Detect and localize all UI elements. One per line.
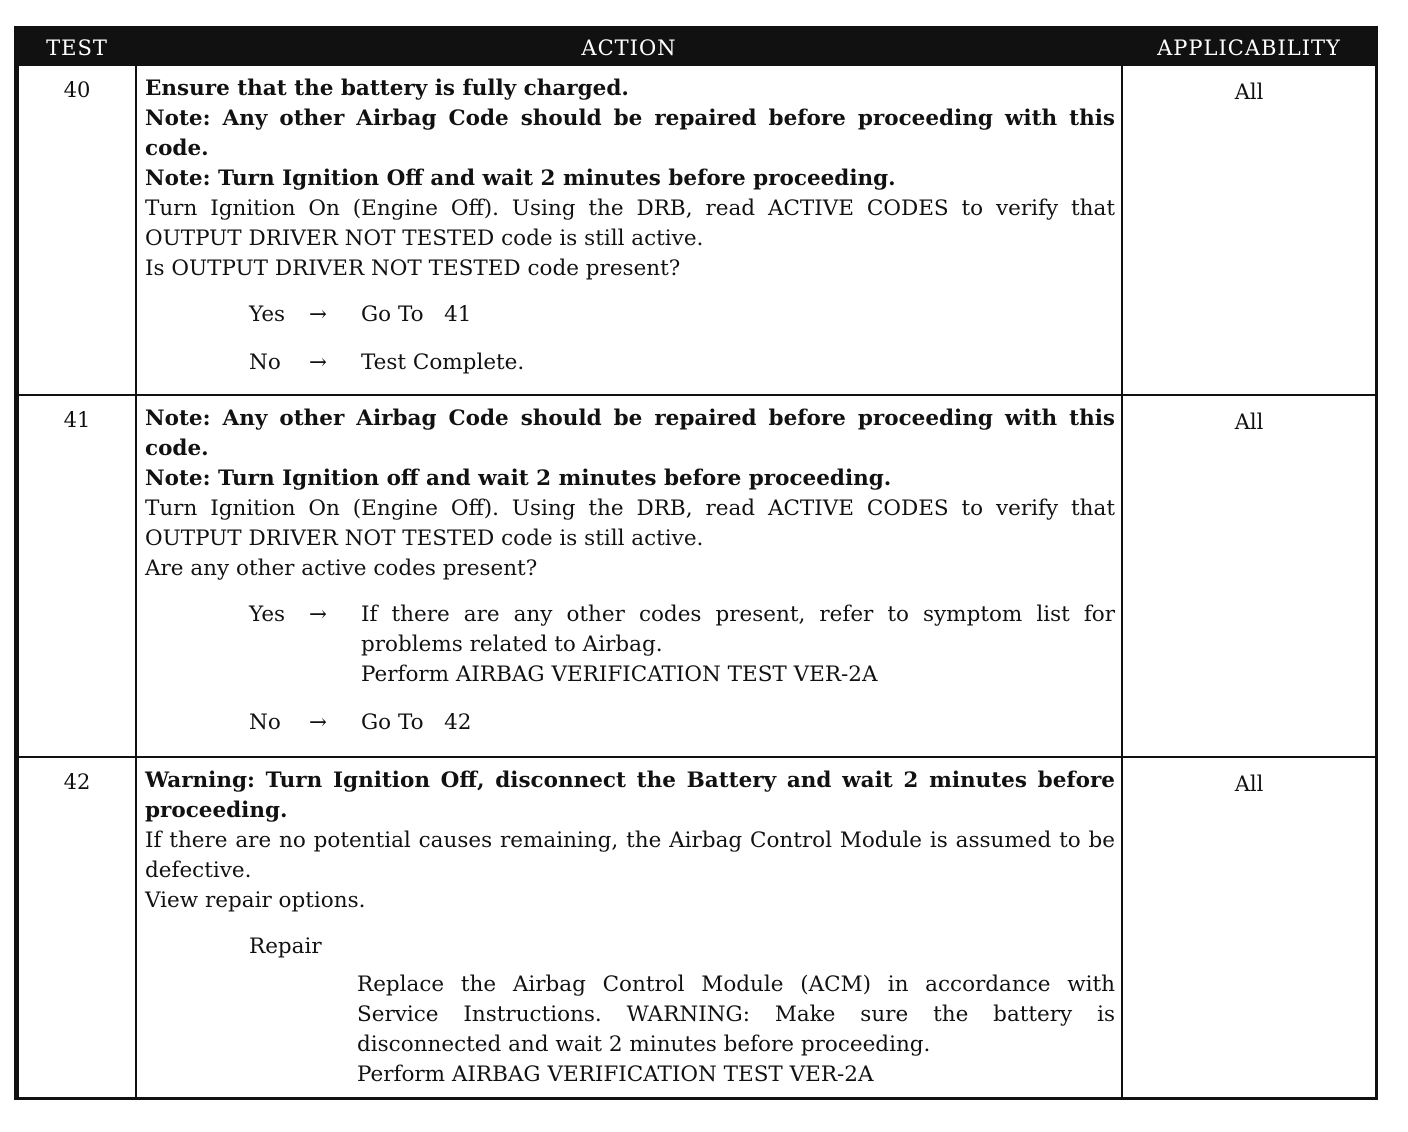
applicability-cell: All: [1122, 395, 1376, 757]
option-value: Go To 42: [361, 710, 472, 735]
header-action: ACTION: [136, 30, 1122, 65]
repair-instruction: Perform AIRBAG VERIFICATION TEST VER-2A: [357, 1062, 874, 1087]
diagnostic-test-table: [14, 26, 1378, 1100]
option-value: Go To 41: [361, 302, 472, 327]
arrow-icon: →: [309, 710, 328, 735]
option-value-extra: Perform AIRBAG VERIFICATION TEST VER-2A: [361, 662, 878, 687]
instruction-text: If there are no potential causes remaining, the Airbag Control Module is assumed to be defective.: [145, 828, 1115, 883]
arrow-icon: →: [309, 602, 328, 627]
option-key: Yes: [249, 602, 286, 627]
question-text: Is OUTPUT DRIVER NOT TESTED code present?: [145, 256, 681, 281]
repair-instruction: Replace the Airbag Control Module (ACM) in accordance with Service Instructions. WARNING: Make sure the battery is disconnected and wait 2 minutes before proceeding.: [357, 972, 1115, 1057]
instruction-note: Note: Any other Airbag Code should be repaired before proceeding with this code.: [145, 406, 1115, 461]
applicability-cell: All: [1122, 65, 1376, 395]
option-key: No: [249, 350, 281, 375]
test-number: 40: [18, 65, 136, 395]
instruction-text: Turn Ignition On (Engine Off). Using the DRB, read ACTIVE CODES to verify that OUTPUT DRIVER NOT TESTED code is still active.: [145, 196, 1115, 251]
instruction-note: Note: Any other Airbag Code should be repaired before proceeding with this code.: [145, 106, 1115, 161]
option-key: No: [249, 710, 281, 735]
option-yes: [145, 300, 1115, 330]
action-cell: [136, 757, 1122, 1099]
answer-options: [145, 600, 1115, 738]
action-cell: [136, 65, 1122, 395]
option-key: Yes: [249, 302, 286, 327]
table-row-test-41: [18, 395, 1376, 757]
repair-label: Repair: [249, 934, 322, 959]
arrow-icon: →: [309, 350, 328, 375]
instruction-text: View repair options.: [145, 888, 366, 913]
warning-text: Warning: Turn Ignition Off, disconnect the Battery and wait 2 minutes before proceeding.: [145, 768, 1115, 823]
header-test: TEST: [18, 30, 136, 65]
instruction-text: Turn Ignition On (Engine Off). Using the DRB, read ACTIVE CODES to verify that OUTPUT DRIVER NOT TESTED code is still active.: [145, 496, 1115, 551]
option-no: [145, 708, 1115, 738]
instruction-note: Note: Turn Ignition off and wait 2 minutes before proceeding.: [145, 466, 892, 491]
option-no: [145, 348, 1115, 378]
instruction-bold: Ensure that the battery is fully charged.: [145, 76, 629, 101]
arrow-icon: →: [309, 302, 328, 327]
question-text: Are any other active codes present?: [145, 556, 538, 581]
action-cell: [136, 395, 1122, 757]
table-header-row: [18, 30, 1376, 65]
test-number: 42: [18, 757, 136, 1099]
option-value-block: [361, 600, 1115, 690]
option-value: Test Complete.: [361, 350, 525, 375]
option-yes: [145, 600, 1115, 690]
repair-options: [357, 970, 1115, 1090]
option-value: If there are any other codes present, refer to symptom list for problems related to Airbag.: [361, 602, 1115, 657]
instruction-note: Note: Turn Ignition Off and wait 2 minutes before proceeding.: [145, 166, 896, 191]
answer-options: [145, 300, 1115, 378]
table-row-test-42: [18, 757, 1376, 1099]
test-number: 41: [18, 395, 136, 757]
table-row-test-40: [18, 65, 1376, 395]
header-applicability: APPLICABILITY: [1122, 30, 1376, 65]
applicability-cell: All: [1122, 757, 1376, 1099]
